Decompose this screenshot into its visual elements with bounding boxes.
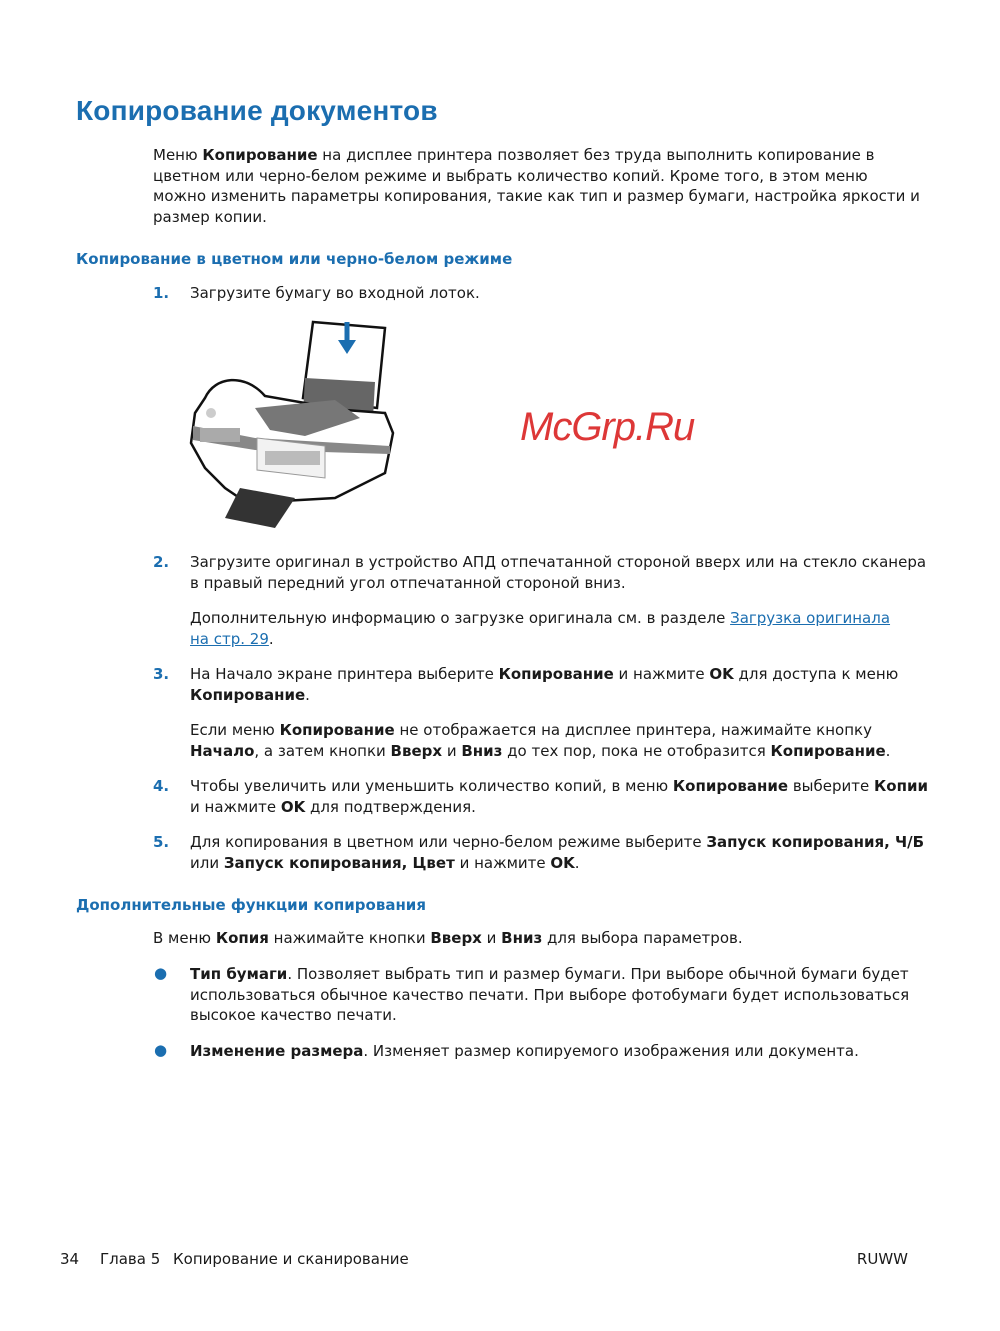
text: и нажмите [613,665,710,683]
text: высокое качество печати. [190,1006,397,1024]
text: . Позволяет выбрать тип и размер бумаги. При выборе обычной бумаги будет [287,965,909,983]
text: и нажмите [190,797,281,816]
bold-text: Копирование [190,685,306,704]
bold-text: Копирование [672,777,789,795]
page-number: 34 [60,1250,80,1268]
text: В меню [153,929,216,947]
bullet-item-resize [190,1041,859,1062]
text: для подтверждения. [305,797,476,816]
bold-text: Копирование [770,741,886,760]
step-text [190,664,898,705]
step-note [190,608,890,649]
bullet-icon: ● [154,964,168,982]
section-heading-color-bw: Копирование в цветном или черно-белом режиме [76,250,513,268]
text: . [574,853,580,872]
bold-text: OK [550,853,575,872]
step-number: 4. [153,777,170,795]
text: и нажмите [454,853,551,872]
step-number: 1. [153,284,170,302]
text: . [268,629,274,648]
text: Дополнительную информацию о загрузке оригинала см. в разделе [190,609,731,627]
text: не отображается на дисплее принтера, нажимайте кнопку [394,721,872,739]
printer-illustration [185,318,400,536]
bullet-item-paper-type [190,964,909,1026]
watermark: McGrp.Ru [520,405,695,449]
text: Меню [153,146,203,164]
load-original-link[interactable]: Загрузка оригинала [730,609,891,627]
text: и [442,741,462,760]
text: или [190,853,224,872]
text: выберите [788,777,875,795]
page-29-link[interactable]: на стр. 29 [190,629,269,648]
chapter-label: Глава 5 [100,1250,161,1268]
text: для выбора параметров. [542,929,743,947]
bold-text: Вверх [430,929,482,947]
step-number: 3. [153,665,170,683]
text: На Начало экране принтера выберите [190,665,499,683]
section-heading-extra-functions: Дополнительные функции копирования [76,896,426,914]
text: Загрузите оригинал в устройство АПД отпечатанной стороной вверх или на стекло сканера [190,553,927,571]
bold-text: Копирование [202,146,318,164]
step-text [190,776,928,817]
text: и [481,929,502,947]
page-title: Копирование документов [76,95,438,126]
text: для доступа к меню [733,665,899,683]
step-text [190,552,926,593]
text: использоваться обычное качество печати. При выборе фотобумаги будет использоваться [190,985,910,1004]
bold-text: Начало [190,741,255,760]
text: на дисплее принтера позволяет без труда выполнить копирование в [317,146,875,164]
bold-text: Запуск копирования, Ч/Б [706,833,925,851]
text: до тех пор, пока не отобразится [502,741,771,760]
step-number: 2. [153,553,170,571]
bold-text: Вниз [461,741,503,760]
text: . Изменяет размер копируемого изображения или документа. [363,1042,859,1060]
text: нажимайте кнопки [268,929,431,947]
text: Если меню [190,721,280,739]
bold-text: OK [709,665,734,683]
step-text: Загрузите бумагу во входной лоток. [190,284,480,302]
step-note [190,720,890,761]
text: можно изменить параметры копирования, такие как тип и размер бумаги, настройка яркости и [153,187,920,205]
bold-text: Копия [215,929,269,947]
bold-text: Тип бумаги [190,965,288,983]
bold-text: Копирование [498,665,614,683]
text: размер копии. [153,207,267,226]
text: в правый передний угол отпечатанной стороной вниз. [190,573,626,592]
chapter-title: Копирование и сканирование [173,1250,409,1268]
text: Чтобы увеличить или уменьшить количество копий, в меню [190,777,673,795]
bold-text: Копирование [279,721,395,739]
text: , а затем кнопки [254,741,391,760]
text: . [885,741,891,760]
text: Для копирования в цветном или черно-белом режиме выберите [190,833,707,851]
text: . [305,685,310,704]
bold-text: Изменение размера [190,1042,364,1060]
step-number: 5. [153,833,170,851]
bold-text: Вниз [501,929,543,947]
bold-text: OK [280,797,306,816]
text: цветном или черно-белом режиме и выбрать количество копий. Кроме того, в этом меню [153,166,868,185]
intro-paragraph [153,145,920,227]
bullet-icon: ● [154,1041,168,1059]
bold-text: Запуск копирования, Цвет [223,853,455,872]
section-intro [153,928,743,949]
locale-code: RUWW [856,1250,908,1268]
bold-text: Вверх [390,741,443,760]
step-text [190,832,924,873]
bold-text: Копии [874,777,928,795]
